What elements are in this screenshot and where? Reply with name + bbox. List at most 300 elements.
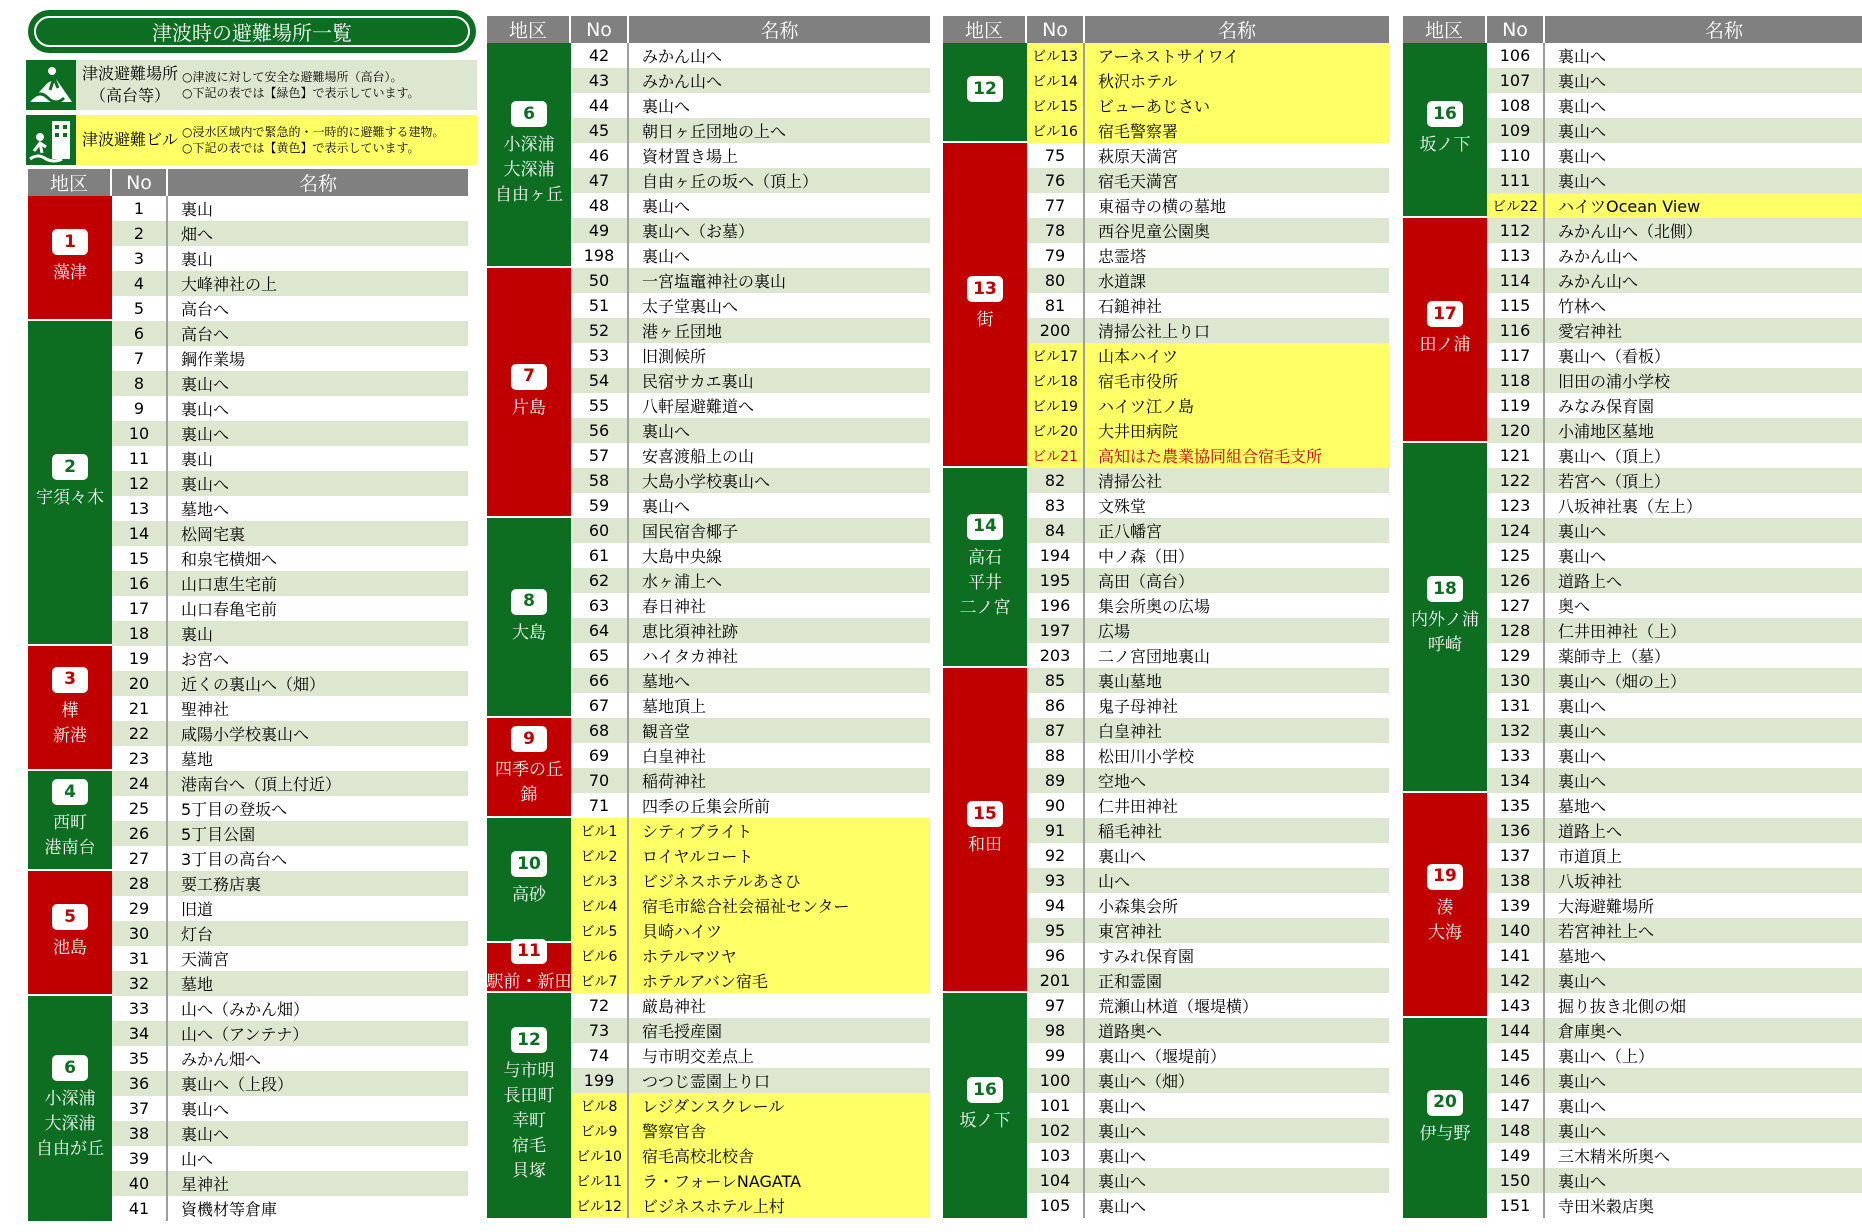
district-name: 二ノ宮 bbox=[959, 597, 1011, 618]
district-name: 自由が丘 bbox=[36, 1139, 104, 1159]
site-name: 旧田の浦小学校 bbox=[1558, 372, 1671, 391]
legend-sublabel: （高台等） bbox=[90, 86, 171, 105]
site-number: 66 bbox=[571, 668, 629, 693]
site-name: ビューあじさい bbox=[1098, 97, 1211, 116]
site-name: レジダンスクレール bbox=[642, 1097, 785, 1116]
site-name: 裏山へ bbox=[181, 400, 230, 419]
site-name: 要工務店裏 bbox=[181, 875, 262, 894]
table-row bbox=[1027, 668, 1389, 693]
header-name: 名称 bbox=[760, 20, 799, 42]
site-number: 203 bbox=[1027, 643, 1085, 668]
table-row bbox=[1027, 243, 1389, 268]
site-name: 裏山へ bbox=[642, 497, 691, 516]
site-name: シティブライト bbox=[642, 822, 753, 841]
site-number: ビル7 bbox=[571, 968, 629, 993]
header-no: No bbox=[1027, 16, 1085, 43]
site-number: 55 bbox=[571, 393, 629, 418]
table-row bbox=[112, 496, 468, 521]
district-block bbox=[487, 43, 571, 268]
header-district: 地区 bbox=[1403, 16, 1487, 43]
header-no: No bbox=[112, 169, 168, 196]
site-number: 50 bbox=[571, 268, 629, 293]
table-row bbox=[571, 368, 930, 393]
site-name: 寺田米穀店奥 bbox=[1558, 1197, 1655, 1216]
site-number: 78 bbox=[1027, 218, 1085, 243]
site-name: 水ヶ浦上へ bbox=[642, 572, 723, 591]
table-row bbox=[112, 421, 468, 446]
district-block bbox=[1403, 1018, 1487, 1218]
table-row bbox=[1487, 318, 1862, 343]
site-number: ビル14 bbox=[1027, 68, 1085, 93]
table-row bbox=[112, 871, 468, 896]
site-number: 124 bbox=[1487, 518, 1545, 543]
site-number: 121 bbox=[1487, 443, 1545, 468]
district-name: 大島 bbox=[512, 622, 546, 643]
legend-evacuation-building bbox=[26, 115, 477, 165]
district-block bbox=[1403, 443, 1487, 793]
site-number: 101 bbox=[1027, 1093, 1085, 1118]
site-number: 107 bbox=[1487, 68, 1545, 93]
site-number: 86 bbox=[1027, 693, 1085, 718]
district-block bbox=[487, 818, 571, 943]
site-name: 広場 bbox=[1098, 622, 1131, 641]
site-name: 星神社 bbox=[181, 1175, 230, 1194]
district-name: 池島 bbox=[53, 938, 87, 958]
site-name: 観音堂 bbox=[642, 722, 691, 741]
site-number: 132 bbox=[1487, 718, 1545, 743]
site-name: 太子堂裏山へ bbox=[642, 297, 739, 316]
site-name: みかん山へ bbox=[1558, 272, 1639, 291]
table-row bbox=[571, 318, 930, 343]
site-name: 奥へ bbox=[1558, 597, 1591, 616]
site-name: 裏山へ bbox=[1558, 772, 1607, 791]
table-row bbox=[112, 321, 468, 346]
table-row bbox=[112, 721, 468, 746]
site-number: 45 bbox=[571, 118, 629, 143]
site-name: 聖神社 bbox=[181, 700, 230, 719]
table-row bbox=[1487, 843, 1862, 868]
site-number: 5 bbox=[112, 296, 168, 321]
table-row bbox=[112, 1171, 468, 1196]
site-number: 48 bbox=[571, 193, 629, 218]
table-row bbox=[571, 568, 930, 593]
site-name: 秋沢ホテル bbox=[1098, 72, 1178, 91]
district-name: 田ノ浦 bbox=[1419, 335, 1471, 355]
site-number: 58 bbox=[571, 468, 629, 493]
district-name: 片島 bbox=[512, 397, 546, 418]
table-row bbox=[1487, 1018, 1862, 1043]
district-name: 小深浦 bbox=[503, 135, 555, 155]
site-number: 51 bbox=[571, 293, 629, 318]
district-number: 1 bbox=[52, 229, 88, 255]
table-row bbox=[112, 1146, 468, 1171]
site-number: 106 bbox=[1487, 43, 1545, 68]
table-row bbox=[1487, 993, 1862, 1018]
district-block bbox=[943, 993, 1027, 1218]
site-number: 118 bbox=[1487, 368, 1545, 393]
site-number: 53 bbox=[571, 343, 629, 368]
table-row bbox=[1027, 68, 1389, 93]
site-name: 裏山へ bbox=[1098, 1197, 1147, 1216]
site-name: ラ・フォーレNAGATA bbox=[642, 1172, 802, 1191]
district-number: 14 bbox=[967, 514, 1003, 540]
site-number: 71 bbox=[571, 793, 629, 818]
site-name: 裏山へ（お墓） bbox=[642, 222, 755, 241]
site-name: 小森集会所 bbox=[1098, 897, 1179, 916]
table-row bbox=[1027, 368, 1389, 393]
district-block bbox=[487, 518, 571, 718]
table-row bbox=[112, 371, 468, 396]
site-name: 墓地へ bbox=[1558, 797, 1607, 816]
site-number: 151 bbox=[1487, 1193, 1545, 1218]
table-row bbox=[1487, 543, 1862, 568]
table-row bbox=[571, 143, 930, 168]
site-number: 135 bbox=[1487, 793, 1545, 818]
site-number: ビル11 bbox=[571, 1168, 629, 1193]
site-number: 23 bbox=[112, 746, 168, 771]
table-row bbox=[1487, 43, 1862, 68]
site-number: 80 bbox=[1027, 268, 1085, 293]
district-name: 西町 bbox=[53, 813, 87, 833]
site-number: 84 bbox=[1027, 518, 1085, 543]
district-block bbox=[1403, 43, 1487, 218]
site-number: 33 bbox=[112, 996, 168, 1021]
site-name: 3丁目の高台へ bbox=[181, 850, 288, 869]
site-name: 灯台 bbox=[181, 925, 214, 944]
table-row bbox=[1487, 468, 1862, 493]
site-name: 八坂神社裏（左上） bbox=[1558, 497, 1703, 516]
site-number: 88 bbox=[1027, 743, 1085, 768]
site-number: 90 bbox=[1027, 793, 1085, 818]
site-name: 恵比須神社跡 bbox=[642, 622, 739, 641]
table-row bbox=[1027, 618, 1389, 643]
site-name: 墓地 bbox=[181, 750, 214, 769]
district-name: 幸町 bbox=[512, 1111, 546, 1131]
table-row bbox=[1487, 1168, 1862, 1193]
site-name: 西谷児童公園奥 bbox=[1098, 222, 1211, 241]
site-name: 裏山へ bbox=[642, 422, 691, 441]
site-number: 201 bbox=[1027, 968, 1085, 993]
site-name: 警察官舎 bbox=[642, 1122, 707, 1141]
table-row bbox=[571, 443, 930, 468]
district-number: 10 bbox=[511, 851, 547, 877]
site-name: 裏山へ bbox=[1098, 1172, 1147, 1191]
table-row bbox=[1027, 443, 1389, 468]
site-name: みかん山へ bbox=[642, 72, 723, 91]
district-name: 小深浦 bbox=[44, 1089, 96, 1109]
site-number: 141 bbox=[1487, 943, 1545, 968]
site-number: ビル6 bbox=[571, 943, 629, 968]
district-name: 港南台 bbox=[44, 838, 96, 858]
site-number: ビル2 bbox=[571, 843, 629, 868]
table-row bbox=[571, 93, 930, 118]
site-number: 59 bbox=[571, 493, 629, 518]
table-row bbox=[1027, 993, 1389, 1018]
district-number: 4 bbox=[52, 779, 88, 805]
site-number: 115 bbox=[1487, 293, 1545, 318]
table-row bbox=[571, 193, 930, 218]
site-number: 79 bbox=[1027, 243, 1085, 268]
table-row bbox=[571, 1068, 930, 1093]
site-name: 5丁目公園 bbox=[181, 825, 256, 844]
site-name: 裏山へ bbox=[1098, 1097, 1147, 1116]
table-row bbox=[1487, 943, 1862, 968]
site-number: 138 bbox=[1487, 868, 1545, 893]
site-number: 72 bbox=[571, 993, 629, 1018]
site-number: 92 bbox=[1027, 843, 1085, 868]
table-row bbox=[571, 268, 930, 293]
table-row bbox=[112, 971, 468, 996]
table-row bbox=[112, 671, 468, 696]
table-column bbox=[487, 16, 930, 1218]
district-name: 与市明 bbox=[503, 1061, 555, 1081]
site-name: 裏山へ bbox=[642, 247, 691, 266]
table-row bbox=[1027, 1043, 1389, 1068]
site-number: 99 bbox=[1027, 1043, 1085, 1068]
site-number: 70 bbox=[571, 768, 629, 793]
site-number: 137 bbox=[1487, 843, 1545, 868]
site-name: 裏山へ bbox=[1098, 1122, 1147, 1141]
district-name: 自由ヶ丘 bbox=[495, 185, 563, 205]
site-name: 高台へ bbox=[181, 325, 230, 344]
table-row bbox=[112, 571, 468, 596]
table-row bbox=[1487, 93, 1862, 118]
district-number: 16 bbox=[967, 1077, 1003, 1103]
district-name: 呼崎 bbox=[1428, 635, 1462, 655]
district-number: 3 bbox=[52, 667, 88, 693]
site-name: 荒瀬山林道（堰堤横） bbox=[1098, 997, 1259, 1016]
table-row bbox=[571, 218, 930, 243]
site-number: 36 bbox=[112, 1071, 168, 1096]
district-name: 大海 bbox=[1428, 922, 1462, 943]
site-name: 二ノ宮団地裏山 bbox=[1098, 647, 1211, 666]
district-number: 15 bbox=[967, 801, 1003, 827]
site-number: 10 bbox=[112, 421, 168, 446]
site-name: 山へ bbox=[1098, 872, 1131, 891]
district-block bbox=[487, 268, 571, 518]
legend-desc: ○津波に対して安全な避難場所（高台）。 bbox=[182, 70, 403, 84]
table-row bbox=[571, 493, 930, 518]
table-row bbox=[1487, 793, 1862, 818]
table-row bbox=[1487, 668, 1862, 693]
site-name: みかん山へ bbox=[1558, 247, 1639, 266]
district-name: 樺 bbox=[61, 700, 79, 721]
site-number: 62 bbox=[571, 568, 629, 593]
site-number: 29 bbox=[112, 896, 168, 921]
site-name: 資機材等倉庫 bbox=[181, 1200, 278, 1219]
site-number: 37 bbox=[112, 1096, 168, 1121]
table-row bbox=[112, 796, 468, 821]
table-row bbox=[571, 668, 930, 693]
table-row bbox=[1487, 768, 1862, 793]
site-name: 薬師寺上（墓） bbox=[1558, 647, 1671, 666]
site-number: ビル18 bbox=[1027, 368, 1085, 393]
site-number: 17 bbox=[112, 596, 168, 621]
site-number: 126 bbox=[1487, 568, 1545, 593]
table-row bbox=[1027, 568, 1389, 593]
site-name: みなみ保育園 bbox=[1558, 397, 1655, 416]
site-number: 199 bbox=[571, 1068, 629, 1093]
table-row bbox=[1487, 918, 1862, 943]
district-number: 6 bbox=[52, 1055, 88, 1081]
site-number: 69 bbox=[571, 743, 629, 768]
site-name: 道路奥へ bbox=[1098, 1022, 1163, 1041]
evacuation-building-icon bbox=[26, 115, 76, 165]
site-name: 正和霊園 bbox=[1098, 972, 1163, 991]
site-number: 128 bbox=[1487, 618, 1545, 643]
district-block bbox=[28, 196, 112, 321]
table-row bbox=[1487, 293, 1862, 318]
table-row bbox=[1487, 1143, 1862, 1168]
table-row bbox=[112, 1021, 468, 1046]
table-row bbox=[1487, 693, 1862, 718]
table-row bbox=[1027, 318, 1389, 343]
table-row bbox=[1027, 1093, 1389, 1118]
site-name: 掘り抜き北側の畑 bbox=[1558, 997, 1687, 1016]
site-name: 裏山へ bbox=[1558, 47, 1607, 66]
site-number: 21 bbox=[112, 696, 168, 721]
site-name: 大島中央線 bbox=[642, 547, 723, 566]
district-name: 伊与野 bbox=[1419, 1123, 1471, 1144]
site-number: 77 bbox=[1027, 193, 1085, 218]
site-number: 9 bbox=[112, 396, 168, 421]
site-number: 110 bbox=[1487, 143, 1545, 168]
site-number: 2 bbox=[112, 221, 168, 246]
table-row bbox=[1487, 643, 1862, 668]
site-number: 149 bbox=[1487, 1143, 1545, 1168]
site-number: ビル1 bbox=[571, 818, 629, 843]
site-number: ビル19 bbox=[1027, 393, 1085, 418]
table-row bbox=[1027, 518, 1389, 543]
table-row bbox=[1027, 543, 1389, 568]
site-number: 87 bbox=[1027, 718, 1085, 743]
site-name: 国民宿舎椰子 bbox=[642, 522, 739, 541]
site-number: 1 bbox=[112, 196, 168, 221]
site-number: 145 bbox=[1487, 1043, 1545, 1068]
site-name: 忠霊塔 bbox=[1098, 247, 1147, 266]
site-number: 75 bbox=[1027, 143, 1085, 168]
site-name: 東福寺の横の墓地 bbox=[1098, 197, 1227, 216]
site-name: 高知はた農業協同組合宿毛支所 bbox=[1098, 447, 1323, 466]
table-row bbox=[112, 296, 468, 321]
site-name: 稲毛神社 bbox=[1098, 822, 1163, 841]
table-row bbox=[1487, 393, 1862, 418]
site-name: 宿毛高校北校舎 bbox=[642, 1147, 755, 1166]
site-number: ビル15 bbox=[1027, 93, 1085, 118]
table-row bbox=[112, 771, 468, 796]
site-name: 裏山へ bbox=[1558, 1097, 1607, 1116]
site-name: 裏山へ bbox=[1098, 1147, 1147, 1166]
district-name: 坂ノ下 bbox=[959, 1111, 1011, 1131]
table-row bbox=[571, 1143, 930, 1168]
site-number: 89 bbox=[1027, 768, 1085, 793]
site-name: 裏山へ bbox=[181, 1100, 230, 1119]
site-name: 鋼作業場 bbox=[181, 350, 246, 369]
header-name: 名称 bbox=[1704, 20, 1743, 42]
table-header bbox=[28, 169, 468, 196]
site-name: 裏山へ bbox=[1098, 847, 1147, 866]
site-number: 127 bbox=[1487, 593, 1545, 618]
site-name: 白皇神社 bbox=[1098, 722, 1163, 741]
site-name: 清掃公社 bbox=[1098, 472, 1163, 491]
table-row bbox=[112, 396, 468, 421]
site-number: 123 bbox=[1487, 493, 1545, 518]
site-name: 近くの裏山へ（畑） bbox=[181, 675, 326, 694]
district-number: 5 bbox=[52, 904, 88, 930]
table-row bbox=[1487, 493, 1862, 518]
table-row bbox=[571, 518, 930, 543]
site-name: 裏山へ bbox=[181, 375, 230, 394]
district-name: 宿毛 bbox=[512, 1136, 546, 1156]
site-name: 裏山へ（堰堤前） bbox=[1098, 1047, 1227, 1066]
district-number: 11 bbox=[511, 939, 547, 964]
table-row bbox=[1027, 193, 1389, 218]
district-number: 17 bbox=[1427, 301, 1463, 327]
table-row bbox=[1027, 343, 1389, 368]
table-row bbox=[1487, 1193, 1862, 1218]
site-name: 山口恵生宅前 bbox=[181, 575, 278, 594]
site-name: 春日神社 bbox=[642, 597, 707, 616]
district-number: 8 bbox=[511, 589, 547, 615]
site-name: 裏山へ bbox=[181, 1125, 230, 1144]
site-name: 裏山へ bbox=[1558, 1172, 1607, 1191]
site-name: 正八幡宮 bbox=[1098, 522, 1163, 541]
district-name: 高砂 bbox=[512, 885, 546, 905]
site-number: 28 bbox=[112, 871, 168, 896]
table-row bbox=[1027, 468, 1389, 493]
site-number: 27 bbox=[112, 846, 168, 871]
site-number: 40 bbox=[112, 1171, 168, 1196]
site-name: 天満宮 bbox=[181, 950, 230, 969]
district-block bbox=[487, 718, 571, 818]
district-block bbox=[943, 468, 1027, 668]
table-row bbox=[571, 643, 930, 668]
site-name: 山へ（みかん畑） bbox=[181, 1000, 310, 1019]
district-number: 19 bbox=[1427, 864, 1463, 890]
site-number: 122 bbox=[1487, 468, 1545, 493]
site-name: 中ノ森（田） bbox=[1098, 547, 1195, 566]
table-row bbox=[1027, 1118, 1389, 1143]
table-row bbox=[571, 468, 930, 493]
site-number: 74 bbox=[571, 1043, 629, 1068]
site-name: 裏山 bbox=[181, 450, 214, 469]
table-row bbox=[112, 821, 468, 846]
legend-evacuation-site bbox=[26, 60, 477, 110]
district-number: 12 bbox=[967, 76, 1003, 102]
table-row bbox=[1027, 168, 1389, 193]
site-name: 港南台へ（頂上付近） bbox=[181, 775, 342, 794]
site-number: 133 bbox=[1487, 743, 1545, 768]
site-number: 195 bbox=[1027, 568, 1085, 593]
site-number: 125 bbox=[1487, 543, 1545, 568]
site-number: 100 bbox=[1027, 1068, 1085, 1093]
site-name: 裏山へ bbox=[1558, 1122, 1607, 1141]
site-number: 31 bbox=[112, 946, 168, 971]
site-name: 山へ（アンテナ） bbox=[181, 1025, 309, 1044]
header-district: 地区 bbox=[487, 16, 571, 43]
table-row bbox=[1487, 218, 1862, 243]
table-row bbox=[1027, 768, 1389, 793]
table-row bbox=[571, 243, 930, 268]
site-name: 一宮塩竈神社の裏山 bbox=[642, 272, 787, 291]
site-number: 42 bbox=[571, 43, 629, 68]
site-name: 竹林へ bbox=[1558, 297, 1607, 316]
table-row bbox=[571, 868, 930, 893]
table-row bbox=[112, 696, 468, 721]
table-row bbox=[1487, 968, 1862, 993]
table-row bbox=[1487, 1043, 1862, 1068]
table-row bbox=[1027, 143, 1389, 168]
